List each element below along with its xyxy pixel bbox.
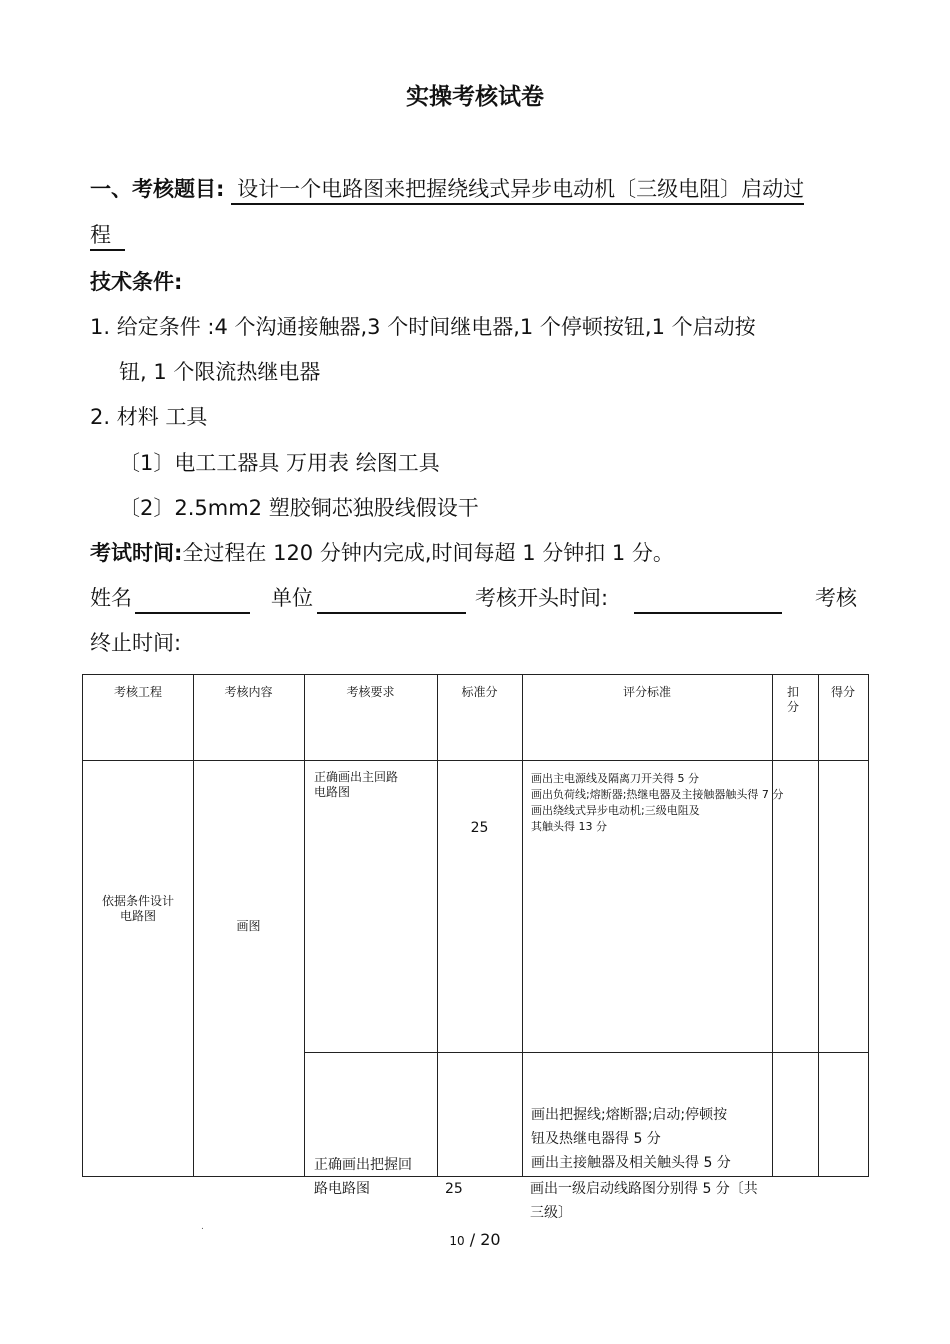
topic-line [90, 173, 804, 205]
row2-requirement-b: 路电路图 [314, 1181, 370, 1197]
grading-table [82, 674, 869, 1177]
row2-requirement-a: 正确画出把握回 [314, 1157, 412, 1173]
topic-label: 一、考核题目: [90, 177, 225, 201]
end-time-label-a: 考核 [815, 586, 857, 610]
footer-dot: . [201, 1222, 204, 1232]
cell-project: 依据条件设计 电路图 [101, 894, 174, 923]
row2-criteria-4: 画出一级启动线路图分别得 5 分〔共 [530, 1181, 758, 1197]
header-project: 考核工程 [113, 685, 162, 699]
tech-item2: 2. 材料 工具 [90, 405, 208, 429]
name-field[interactable] [135, 588, 250, 614]
unit-label: 单位 [271, 586, 313, 610]
header-requirement: 考核要求 [346, 685, 395, 699]
topic-text-1: 设计一个电路图来把握绕线式异步电动机〔三级电阻〕启动过 [231, 173, 804, 205]
row1-score: 25 [470, 820, 489, 836]
row2-score: 25 [445, 1181, 463, 1197]
exam-time-label: 考试时间: [90, 541, 183, 565]
page-title: 实操考核试卷 [406, 84, 544, 110]
end-time-label-b: 终止时间: [90, 631, 182, 655]
unit-field[interactable] [317, 588, 466, 614]
header-deduct: 扣 分 [786, 685, 799, 714]
row1-requirement: 正确画出主回路 电路图 [314, 770, 399, 799]
page-number [0, 1230, 950, 1249]
header-criteria: 评分标准 [622, 685, 671, 699]
row2-criteria-3: 画出主接触器及相关触头得 5 分 [531, 1155, 731, 1171]
row1-criteria-1: 画出主电源线及隔离刀开关得 5 分 [531, 772, 699, 785]
topic-text-2: 程 [90, 219, 125, 251]
page-total: / 20 [464, 1230, 501, 1249]
cell-content: 画图 [236, 919, 261, 933]
exam-time [90, 537, 674, 567]
header-gained: 得分 [830, 685, 855, 699]
exam-time-text: 全过程在 120 分钟内完成,时间每超 1 分钟扣 1 分。 [182, 541, 674, 565]
tech-item1-line1: 1. 给定条件 :4 个沟通接触器,3 个时间继电器,1 个停顿按钮,1 个启动按 [90, 315, 756, 339]
page-current: 10 [449, 1234, 465, 1248]
row1-criteria-3: 画出绕线式异步电动机;三级电阻及 [531, 804, 700, 817]
name-label: 姓名 [90, 586, 132, 610]
tech-item2-sub1: 〔1〕电工工器具 万用表 绘图工具 [119, 451, 440, 475]
tech-label: 技术条件: [90, 270, 183, 294]
row2-criteria-1: 画出把握线;熔断器;启动;停顿按 [531, 1107, 728, 1123]
tech-item2-sub2: 〔2〕2.5mm2 塑胶铜芯独股线假设干 [119, 496, 479, 520]
topic-line-2 [90, 219, 125, 251]
header-content: 考核内容 [224, 685, 273, 699]
tech-item1-line2: 钮, 1 个限流热继电器 [119, 360, 321, 384]
row2-criteria-5: 三级〕 [530, 1205, 572, 1221]
start-time-field[interactable] [634, 588, 782, 614]
row1-criteria-2: 画出负荷线;熔断器;热继电器及主接触器触头得 7 分 [531, 788, 784, 801]
header-score: 标准分 [461, 685, 498, 699]
start-time-label: 考核开头时间: [475, 586, 609, 610]
row2-criteria-2: 钮及热继电器得 5 分 [531, 1131, 661, 1147]
row1-criteria-4: 其触头得 13 分 [531, 820, 607, 833]
